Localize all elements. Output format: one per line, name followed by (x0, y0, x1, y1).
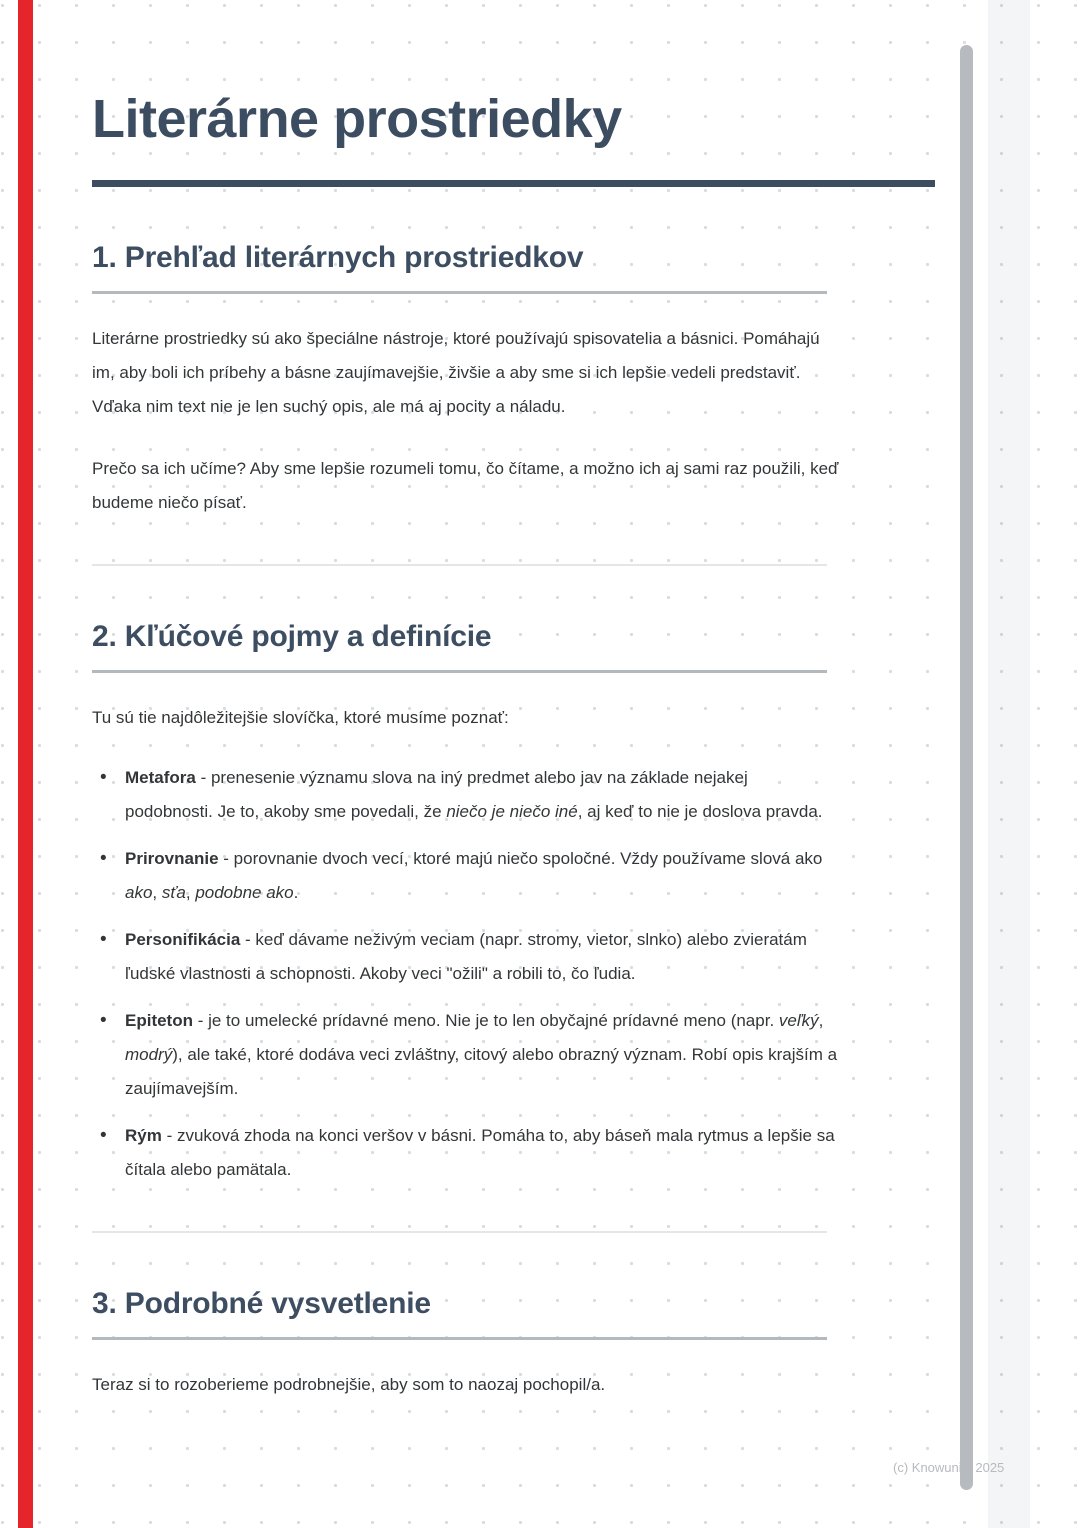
paragraph: Tu sú tie najdôležitejšie slovíčka, ktoré musíme poznať: (92, 708, 509, 727)
bullet-icon: • (100, 767, 107, 788)
copyright-watermark: (c) Knowunity 2025 (893, 1460, 1005, 1475)
scrollbar-thumb[interactable] (960, 45, 973, 1490)
page-edge-band (988, 0, 1030, 1528)
heading-rule (92, 291, 827, 294)
heading-rule (92, 670, 827, 673)
terms-list (92, 761, 840, 1187)
page-title: Literárne prostriedky (92, 89, 622, 149)
list-item-epiteton: • Epiteton - je to umelecké prídavné meno. Nie je to len obyčajné prídavné meno (napr. veľký, modrý), ale také, ktoré dodáva veci zvláštny, citový alebo obrazný význam. Robí opis krajším a zaujímavejším. (92, 1004, 840, 1106)
bullet-icon: • (100, 1010, 107, 1031)
bullet-icon: • (100, 1125, 107, 1146)
list-item-rym: • Rým - zvuková zhoda na konci veršov v básni. Pomáha to, aby báseň mala rytmus a lepšie sa čítala alebo pamätala. (92, 1119, 840, 1187)
list-item-metafora: • Metafora - prenesenie významu slova na iný predmet alebo jav na základe nejakej podobnosti. Je to, akoby sme povedali, že niečo je niečo iné, aj keď to nie je doslova pravda. (92, 761, 840, 829)
section-overview (92, 241, 937, 566)
bullet-icon: • (100, 929, 107, 950)
paragraph: Prečo sa ich učíme? Aby sme lepšie rozumeli tomu, čo čítame, a možno ich aj sami raz použili, keď budeme niečo písať. (92, 459, 839, 512)
document-content (92, 88, 937, 1402)
bullet-icon: • (100, 848, 107, 869)
paragraph: Teraz si to rozoberieme podrobnejšie, aby som to naozaj pochopil/a. (92, 1375, 606, 1394)
section-divider (92, 1231, 827, 1233)
section-key-terms (92, 620, 937, 1233)
accent-left-stripe (18, 0, 33, 1528)
section-divider (92, 564, 827, 566)
heading-rule (92, 1337, 827, 1340)
list-item-personifikacia: • Personifikácia - keď dávame neživým veciam (napr. stromy, vietor, slnko) alebo zvieratám ľudské vlastnosti a schopnosti. Akoby veci "ožili" a robili to, čo ľudia. (92, 923, 840, 991)
section-detail (92, 1287, 937, 1402)
title-rule (92, 180, 935, 187)
paragraph: Literárne prostriedky sú ako špeciálne nástroje, ktoré používajú spisovatelia a básnici. Pomáhajú im, aby boli ich príbehy a básne zaujímavejšie, živšie a aby sme si ich lepšie vedeli predstaviť. Vďaka nim text nie je len suchý opis, ale má aj pocity a náladu. (92, 329, 820, 416)
section-heading-3: 3. Podrobné vysvetlenie (92, 1287, 431, 1320)
section-heading-1: 1. Prehľad literárnych prostriedkov (92, 241, 584, 274)
section-heading-2: 2. Kľúčové pojmy a definície (92, 620, 492, 653)
list-item-prirovnanie: • Prirovnanie - porovnanie dvoch vecí, ktoré majú niečo spoločné. Vždy používame slová ako ako, sťa, podobne ako. (92, 842, 840, 910)
